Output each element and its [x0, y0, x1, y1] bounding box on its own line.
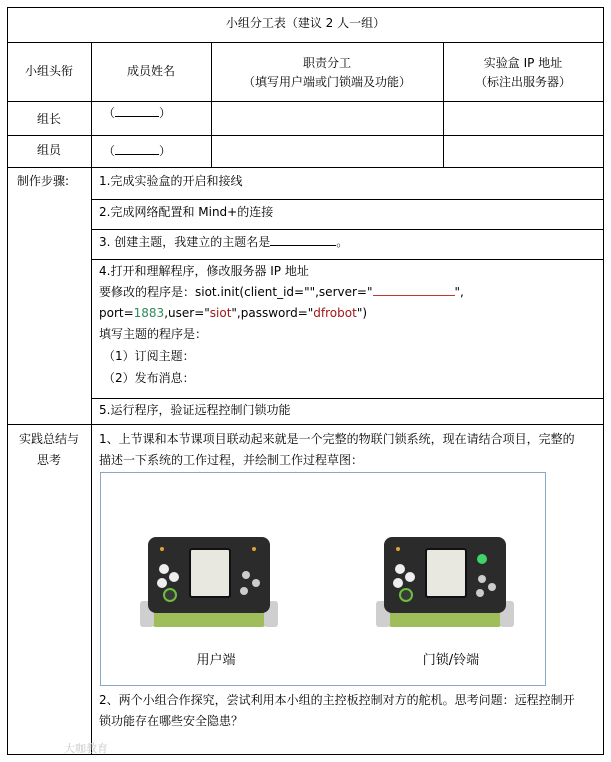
header-duty: 职责分工 — [302, 56, 351, 70]
user-device-caption: 用户端 — [196, 653, 236, 668]
user-device-image — [134, 529, 284, 639]
paren-close: ） — [159, 106, 172, 120]
step-5: 5.运行程序，验证远程控制门锁功能 — [99, 403, 291, 417]
watermark: 大咖教育 — [64, 742, 108, 755]
paren-open: （ — [103, 144, 116, 158]
question-2-line1: 2、两个小组合作探究，尝试利用本小组的主控板控制对方的舵机。思考问题：远程控制开 — [99, 693, 575, 707]
topic-name-field[interactable] — [270, 234, 336, 246]
header-ip: 实验盒 IP 地址 — [483, 56, 563, 70]
table-title: 小组分工表（建议 2 人一组） — [225, 16, 386, 30]
header-name: 成员姓名 — [126, 64, 175, 78]
header-ip-note: （标注出服务器） — [474, 75, 571, 89]
step-4-code-line1: 要修改的程序是：siot.init(client_id="",server=" ", — [99, 285, 464, 299]
header-duty-note: （填写用户端或门锁端及功能） — [242, 75, 411, 89]
summary-label-1: 实践总结与 — [18, 432, 79, 446]
question-2-line2: 锁功能存在哪些安全隐患？ — [99, 714, 244, 728]
role-leader: 组长 — [36, 112, 61, 126]
step-4-topic-title: 填写主题的程序是： — [99, 327, 208, 341]
step-4-code-line2: port=1883,user="siot",password="dfrobot") — [99, 306, 368, 320]
header-role: 小组头衔 — [24, 64, 73, 78]
leader-name-field[interactable] — [103, 105, 171, 121]
lock-device-caption: 门锁/铃端 — [422, 653, 480, 668]
step-4-title: 4.打开和理解程序，修改服务器 IP 地址 — [99, 264, 309, 278]
lock-device-image — [370, 529, 520, 639]
figure-devices — [100, 472, 546, 686]
step-4-publish: （2）发布消息： — [103, 371, 195, 385]
server-ip-field[interactable] — [373, 284, 455, 296]
paren-open: （ — [103, 106, 116, 120]
step-4-subscribe: （1）订阅主题： — [103, 349, 195, 363]
paren-close: ） — [159, 144, 172, 158]
step-2: 2.完成网络配置和 Mind+的连接 — [99, 205, 274, 219]
summary-label-2: 思考 — [36, 453, 61, 467]
member-name-field[interactable] — [103, 143, 171, 159]
steps-label: 制作步骤: — [17, 174, 70, 188]
question-1-line2: 描述一下系统的工作过程，并绘制工作过程草图： — [99, 453, 364, 467]
question-1-line1: 1、上节课和本节课项目联动起来就是一个完整的物联门锁系统，现在请结合项目，完整的 — [99, 432, 575, 446]
step-3: 3. 创建主题，我建立的主题名是 。 — [99, 235, 349, 249]
role-member: 组员 — [36, 143, 61, 157]
step-1: 1.完成实验盒的开启和接线 — [99, 174, 243, 188]
